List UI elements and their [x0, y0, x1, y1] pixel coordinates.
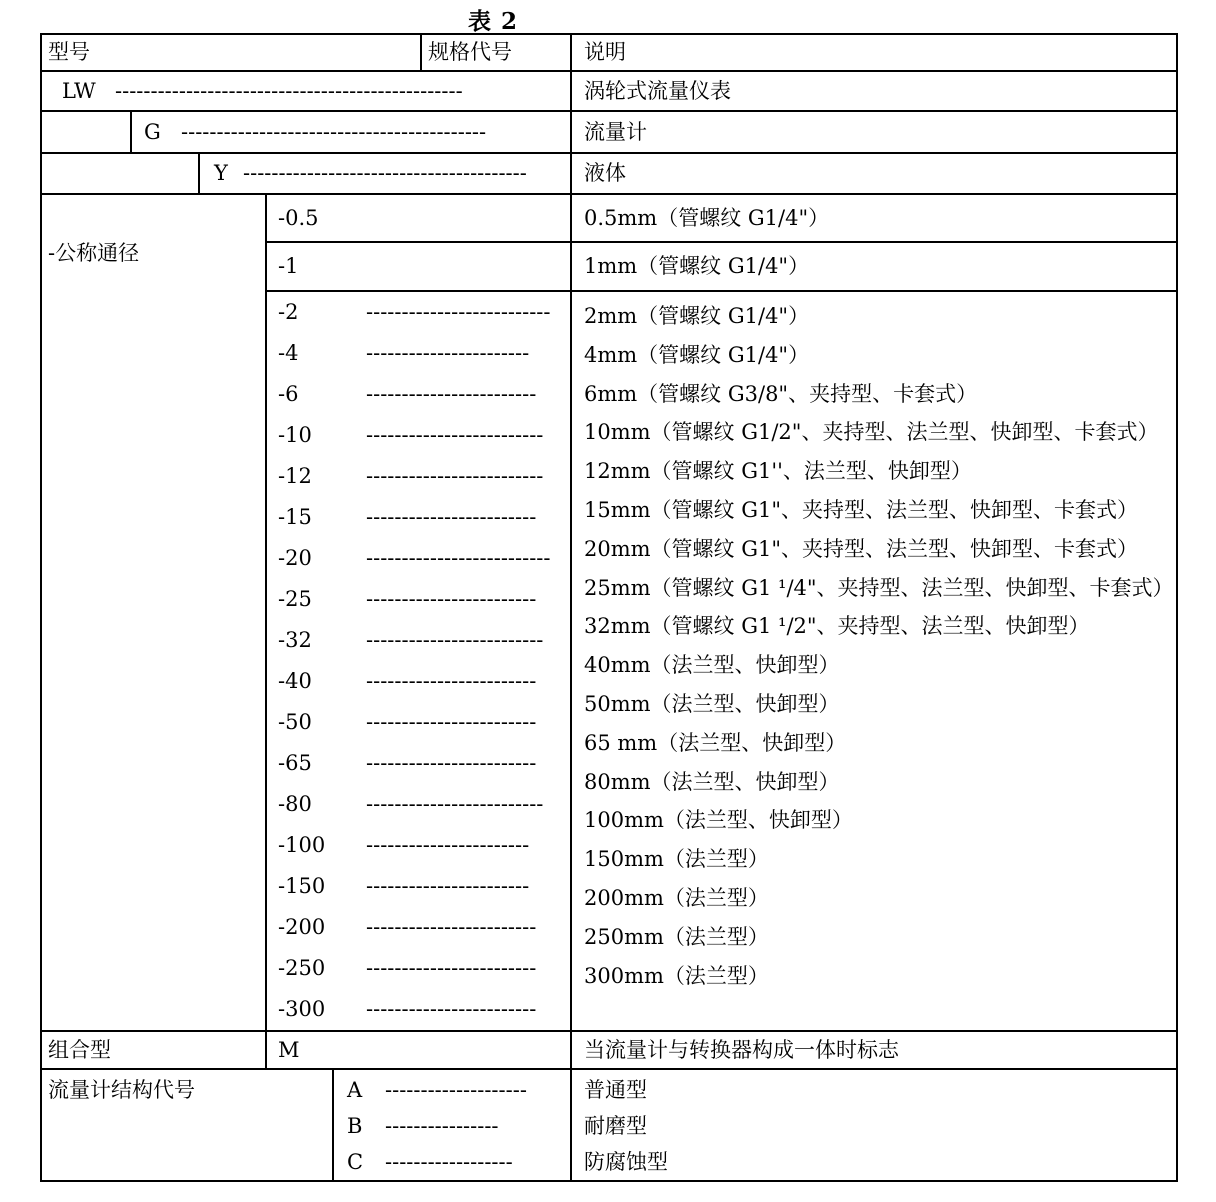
- dash-line: ------------------------: [366, 956, 537, 980]
- diameter-code-line: -80 -------------------------: [278, 792, 544, 816]
- spec-table: [40, 33, 1178, 1182]
- row-structure: [41, 1069, 1177, 1181]
- diameter-desc-line: 2mm（管螺纹 G1/4"）: [584, 304, 810, 328]
- diameter-code-line: -300 ------------------------: [278, 997, 537, 1021]
- dash-line: ------------------------: [366, 915, 537, 939]
- diameter-desc-line: 300mm（法兰型）: [584, 963, 769, 988]
- row-lw: [41, 71, 1177, 111]
- row-combined: [41, 1031, 1177, 1069]
- dash-line: ------------------------: [366, 382, 537, 406]
- diameter-desc-line: 12mm（管螺纹 G1''、法兰型、快卸型）: [584, 459, 972, 484]
- g-dash-line: -------------------------------------------: [181, 119, 487, 144]
- diameter-code-line: -6 ------------------------: [278, 382, 537, 406]
- empty-cell: [41, 111, 131, 153]
- diameter-desc-line: 50mm（法兰型、快卸型）: [584, 691, 840, 716]
- diameter-desc-line: 20mm（管螺纹 G1"、夹持型、法兰型、快卸型、卡套式）: [584, 536, 1139, 561]
- structure-code-line: A --------------------: [347, 1078, 527, 1102]
- diameter-05-code: -0.5: [266, 194, 571, 242]
- diameter-1-desc: 1mm（管螺纹 G1/4"）: [571, 242, 1177, 291]
- g-code-cell: [131, 111, 571, 153]
- dash-line: ------------------------: [366, 710, 537, 734]
- g-desc: 流量计: [571, 111, 1177, 153]
- structure-descs-cell: [571, 1069, 1177, 1181]
- diameter-code-line: -20 --------------------------: [278, 546, 551, 570]
- diameter-desc-line: 80mm（法兰型、快卸型）: [584, 769, 840, 794]
- dash-line: -------------------------: [366, 423, 544, 447]
- header-cell-description: 说明: [571, 34, 1177, 71]
- diameter-code-line: -250 ------------------------: [278, 956, 537, 980]
- diameter-code-line: -200 ------------------------: [278, 915, 537, 939]
- diameter-desc-line: 32mm（管螺纹 G1 ¹/2"、夹持型、法兰型、快卸型）: [584, 614, 1090, 639]
- diameter-code-line: -2 --------------------------: [278, 300, 551, 324]
- y-dash-line: ----------------------------------------: [243, 161, 527, 185]
- header-row: [41, 34, 1177, 71]
- diameter-code-line: -100 -----------------------: [278, 833, 530, 857]
- lw-desc: 涡轮式流量仪表: [571, 71, 1177, 111]
- diameter-desc-line: 100mm（法兰型、快卸型）: [584, 808, 853, 833]
- lw-code: LW: [62, 78, 96, 103]
- diameter-desc-line: 250mm（法兰型）: [584, 924, 769, 949]
- structure-codes-cell: [333, 1069, 571, 1181]
- diameter-desc-line: 4mm（管螺纹 G1/4"）: [584, 342, 810, 367]
- diameter-desc-line: 15mm（管螺纹 G1"、夹持型、法兰型、快卸型、卡套式）: [584, 497, 1139, 522]
- dash-line: -----------------------: [366, 833, 530, 857]
- diameter-desc-line: 25mm（管螺纹 G1 ¹/4"、夹持型、法兰型、快卸型、卡套式）: [584, 575, 1174, 600]
- combined-desc: 当流量计与转换器构成一体时标志: [571, 1031, 1177, 1069]
- dash-line: -----------------------: [366, 874, 530, 898]
- dash-line: -------------------------: [366, 628, 544, 652]
- diameter-code-line: -12 -------------------------: [278, 464, 544, 488]
- table-title: 表 2: [467, 8, 518, 35]
- diameter-descs-cell: [571, 291, 1177, 1031]
- dash-line: --------------------------: [366, 300, 551, 324]
- structure-desc-line: 防腐蚀型: [584, 1150, 668, 1174]
- structure-code-line: B ----------------: [347, 1114, 499, 1138]
- diameter-1-code: -1: [266, 242, 571, 291]
- diameter-desc-line: 200mm（法兰型）: [584, 885, 769, 910]
- dash-line: -------------------------: [366, 464, 544, 488]
- header-cell-model: 型号: [41, 34, 421, 71]
- combined-code: M: [266, 1031, 571, 1069]
- structure-desc-line: 耐磨型: [584, 1114, 647, 1138]
- y-code-cell: [199, 153, 571, 194]
- dash-line: ------------------------: [366, 587, 537, 611]
- diameter-desc-line: 40mm（法兰型、快卸型）: [584, 653, 840, 678]
- diameter-desc-line: 150mm（法兰型）: [584, 847, 769, 872]
- diameter-code-line: -25 ------------------------: [278, 587, 537, 611]
- dash-line: -----------------------: [366, 341, 530, 365]
- diameter-code-line: -40 ------------------------: [278, 669, 537, 693]
- y-code: Y: [214, 161, 228, 185]
- header-cell-spec-code: 规格代号: [421, 34, 571, 71]
- diameter-code-line: -4 -----------------------: [278, 341, 530, 365]
- diameter-code-line: -32 -------------------------: [278, 628, 544, 652]
- diameter-05-desc: 0.5mm（管螺纹 G1/4"）: [571, 194, 1177, 242]
- row-g: [41, 111, 1177, 153]
- g-code: G: [144, 119, 161, 144]
- y-desc: 液体: [571, 153, 1177, 194]
- dash-line: --------------------: [385, 1078, 527, 1102]
- diameter-code-line: -15 ------------------------: [278, 505, 537, 529]
- diameter-code-line: -50 ------------------------: [278, 710, 537, 734]
- diameter-codes-cell: [266, 291, 571, 1031]
- diameter-code-line: -150 -----------------------: [278, 874, 530, 898]
- diameter-label: -公称通径: [41, 194, 266, 1031]
- dash-line: ------------------------: [366, 669, 537, 693]
- combined-label: 组合型: [41, 1031, 266, 1069]
- dash-line: --------------------------: [366, 546, 551, 570]
- dash-line: ------------------------: [366, 751, 537, 775]
- lw-code-cell: [41, 71, 571, 111]
- lw-dash-line: -------------------------------------------------: [115, 78, 463, 103]
- structure-desc-line: 普通型: [584, 1078, 647, 1102]
- empty-cell: [41, 153, 199, 194]
- dash-line: ------------------: [385, 1150, 513, 1174]
- diameter-code-line: -65 ------------------------: [278, 751, 537, 775]
- dash-line: -------------------------: [366, 792, 544, 816]
- row-y: [41, 153, 1177, 194]
- dash-line: ----------------: [385, 1114, 499, 1138]
- dash-line: ------------------------: [366, 505, 537, 529]
- diameter-desc-line: 65 mm（法兰型、快卸型）: [584, 730, 847, 755]
- row-diameter-05: [41, 194, 1177, 242]
- structure-label: 流量计结构代号: [41, 1069, 333, 1181]
- dash-line: ------------------------: [366, 997, 537, 1021]
- diameter-code-line: -10 -------------------------: [278, 423, 544, 447]
- diameter-desc-line: 6mm（管螺纹 G3/8"、夹持型、卡套式）: [584, 381, 978, 406]
- diameter-desc-line: 10mm（管螺纹 G1/2"、夹持型、法兰型、快卸型、卡套式）: [584, 420, 1159, 445]
- structure-code-line: C ------------------: [347, 1150, 513, 1174]
